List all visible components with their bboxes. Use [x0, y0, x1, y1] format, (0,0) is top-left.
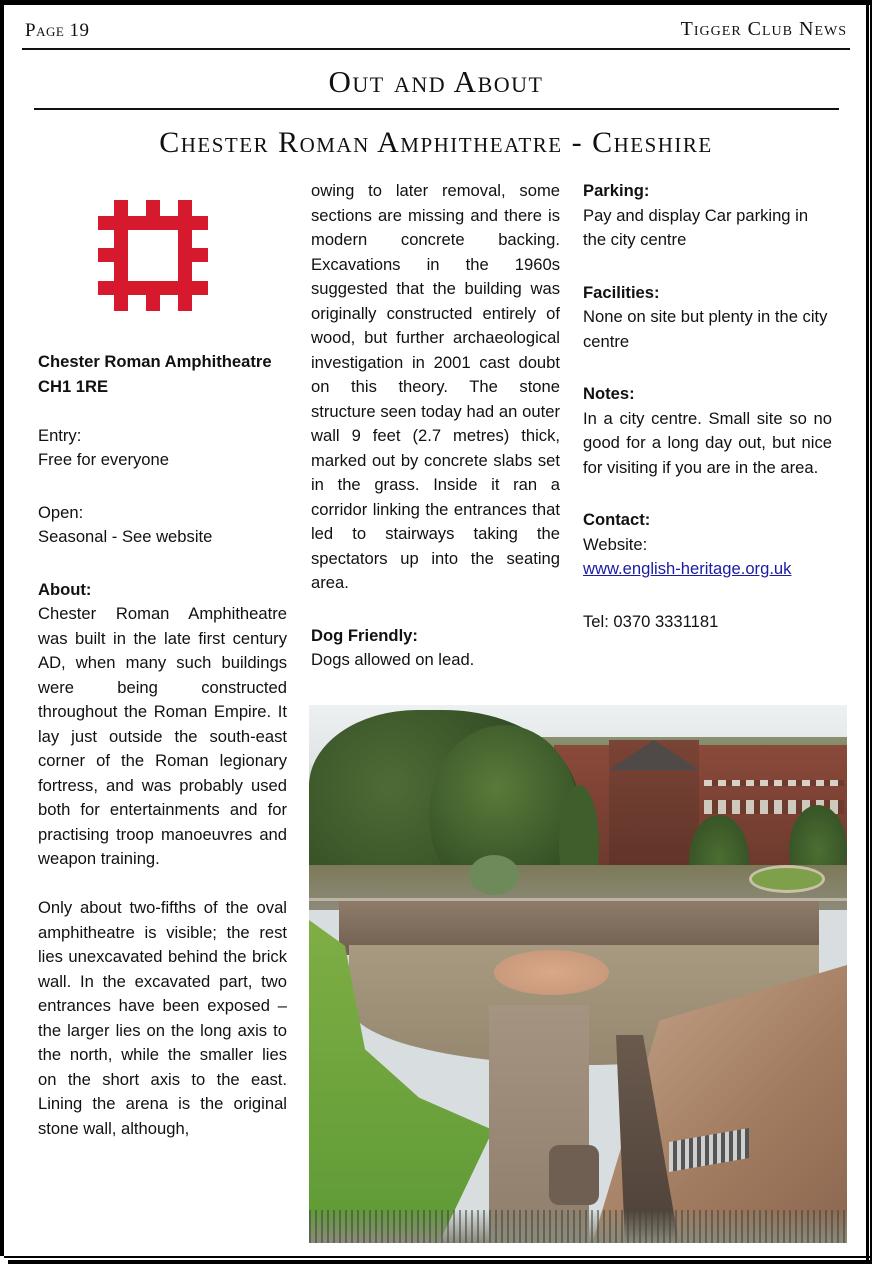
page-number: Page 19: [25, 20, 90, 41]
entry-value: Free for everyone: [38, 450, 169, 469]
page-border-top: [0, 0, 872, 5]
venue-postcode: CH1 1RE: [38, 376, 109, 396]
contact-label: Contact:: [583, 510, 651, 529]
page-border-left: [0, 0, 4, 1256]
column-middle: [311, 179, 560, 673]
facilities-label: Facilities:: [583, 282, 660, 302]
english-heritage-logo-icon: [97, 199, 209, 312]
website-link[interactable]: www.english-heritage.org.uk: [583, 559, 792, 578]
publication-name: Tigger Club News: [680, 18, 847, 40]
notes-label: Notes:: [583, 384, 635, 403]
article-title: Chester Roman Amphitheatre - Cheshire: [159, 126, 713, 159]
column-left: [38, 350, 287, 1141]
facilities-value: None on site but plenty in the city centre: [583, 307, 828, 351]
open-value: Seasonal - See website: [38, 527, 213, 546]
parking-label: Parking:: [583, 181, 650, 200]
dog-friendly-value: Dogs allowed on lead.: [311, 650, 475, 669]
page-border-right: [866, 0, 869, 1260]
about-paragraph-2-continued: owing to later removal, some sections are missing and there is modern concrete backing. Excavations in the 1960s suggested that the building was originally constructed entirely of wood, but further archaeological investigation in 2001 cast doubt on this theory. The stone structure seen today had an outer wall 9 feet (2.7 metres) thick, marked out by concrete slabs set in the grass. Inside it ran a corridor linking the entrances that led to stairways taking the spectators up into the seating area.: [311, 181, 560, 592]
amphitheatre-photo: [309, 705, 847, 1243]
parking-value: Pay and display Car parking in the city centre: [583, 205, 809, 249]
telephone: Tel: 0370 3331181: [583, 611, 719, 631]
open-label: Open:: [38, 502, 84, 522]
about-label: About:: [38, 579, 92, 599]
dog-friendly-label: Dog Friendly:: [311, 625, 418, 645]
page-border-bottom: [4, 1256, 870, 1258]
about-paragraph-2: Only about two-fifths of the oval amphitheatre is visible; the rest lies unexcavated behind the brick wall. In the excavated part, two entrances have been exposed – the larger lies on the long axis to the north, while the smaller lies on the short axis to the east. Lining the arena is the original stone wall, although,: [38, 898, 287, 1138]
about-paragraph-1: Chester Roman Amphitheatre was built in the late first century AD, when many such buildings were being constructed throughout the Roman Empire. It lay just outside the south-east corner of the Roman legionary fortress, and was probably used both for entertainments and for practising troop manoeuvres and weapon training.: [38, 604, 287, 868]
section-divider: [34, 108, 839, 110]
section-title: Out and About: [328, 64, 544, 99]
entry-label: Entry:: [38, 425, 82, 445]
notes-value: In a city centre. Small site so no good for a long day out, but nice for visiting if you are in the area.: [583, 408, 832, 477]
page-border-bottom-outer: [8, 1260, 872, 1264]
header-divider: [22, 48, 850, 50]
column-right: [583, 179, 832, 634]
website-label: Website:: [583, 534, 648, 554]
venue-name: Chester Roman Amphitheatre: [38, 352, 272, 371]
